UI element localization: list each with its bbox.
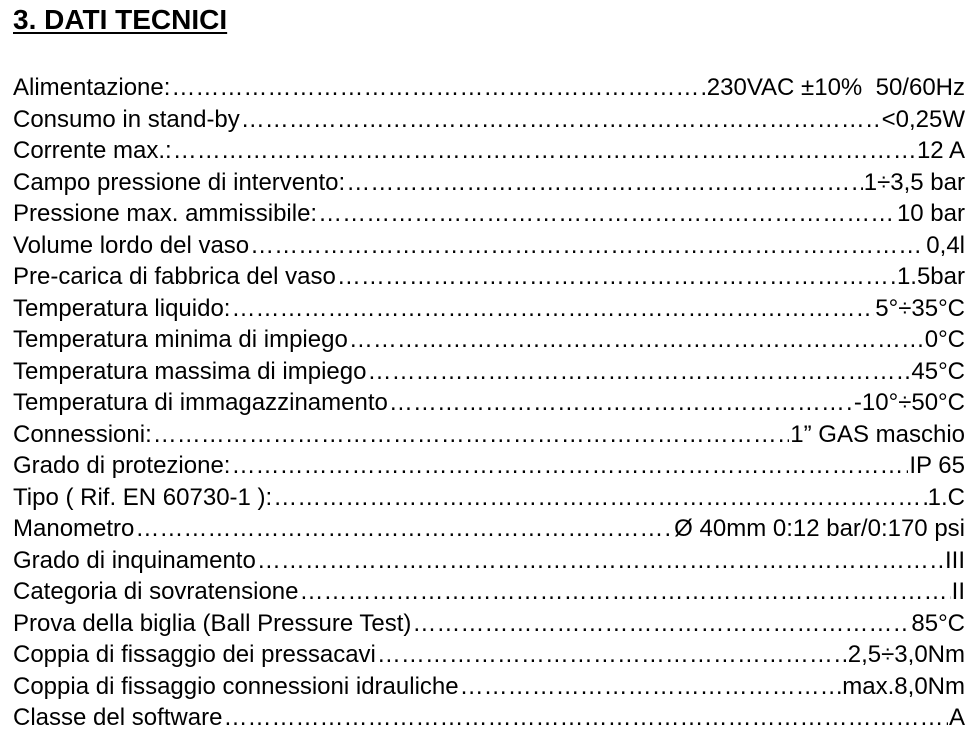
dot-leader xyxy=(231,450,908,482)
spec-label: Tipo ( Rif. EN 60730-1 ): xyxy=(13,483,273,511)
dot-leader xyxy=(337,261,896,293)
spec-value: IP 65 xyxy=(909,452,965,479)
spec-value: 230VAC ±10% 50/60Hz xyxy=(706,74,965,101)
dot-leader xyxy=(153,419,790,451)
dot-leader xyxy=(231,293,874,325)
dot-leader xyxy=(257,545,944,577)
dot-leader xyxy=(173,135,916,167)
dot-leader xyxy=(241,104,881,136)
spec-label: Volume lordo del vaso xyxy=(13,231,250,259)
dot-leader xyxy=(349,324,924,356)
spec-row-cable-gland-torque xyxy=(13,639,965,671)
spec-value: II xyxy=(951,578,965,605)
dot-leader xyxy=(377,639,847,671)
spec-label: Categoria di sovratensione xyxy=(13,578,299,605)
spec-label: Temperatura massima di impiego xyxy=(13,357,367,385)
spec-value: 12 A xyxy=(916,137,965,164)
spec-row-liquid-temperature xyxy=(13,293,965,325)
spec-value: 0,4l xyxy=(926,231,965,259)
spec-value: 2,5÷3,0Nm xyxy=(847,641,965,668)
spec-row-max-pressure xyxy=(13,198,965,230)
spec-label: Temperatura minima di impiego xyxy=(13,326,348,353)
spec-label: Grado di protezione: xyxy=(13,452,231,479)
dot-leader xyxy=(318,198,896,230)
spec-row-connections xyxy=(13,419,965,451)
spec-label: Coppia di fissaggio connessioni idrauliche xyxy=(13,672,459,700)
dot-leader xyxy=(460,671,842,703)
spec-row-storage-temperature xyxy=(13,387,965,419)
spec-row-vessel-volume xyxy=(13,230,965,262)
dot-leader xyxy=(273,482,926,514)
dot-leader xyxy=(367,356,910,388)
spec-label: Connessioni: xyxy=(13,420,152,448)
spec-label: Temperatura di immagazzinamento xyxy=(13,389,388,416)
spec-label: Coppia di fissaggio dei pressacavi xyxy=(13,641,376,668)
spec-label: Manometro xyxy=(13,515,135,542)
spec-row-overvoltage-category xyxy=(13,576,965,608)
dot-leader xyxy=(171,72,705,104)
dot-leader xyxy=(223,702,948,734)
spec-label: Consumo in stand-by xyxy=(13,105,240,133)
spec-value: 1.5bar xyxy=(896,263,965,290)
dot-leader xyxy=(346,167,863,199)
spec-row-vessel-precharge xyxy=(13,261,965,293)
technical-data-list xyxy=(13,72,965,734)
dot-leader xyxy=(135,513,673,545)
spec-row-software-class xyxy=(13,702,965,734)
spec-label: Prova della biglia (Ball Pressure Test) xyxy=(13,609,412,637)
dot-leader xyxy=(250,230,925,262)
dot-leader xyxy=(300,576,951,608)
spec-label: Corrente max.: xyxy=(13,137,172,164)
section-title: 3. DATI TECNICI xyxy=(13,4,228,35)
spec-row-min-temperature xyxy=(13,324,965,356)
spec-value: 1” GAS maschio xyxy=(790,420,965,448)
spec-value: III xyxy=(944,546,965,574)
dot-leader xyxy=(389,387,853,419)
spec-value: 1÷3,5 bar xyxy=(863,168,965,196)
spec-row-hydraulic-torque xyxy=(13,671,965,703)
spec-label: Pressione max. ammissibile: xyxy=(13,200,318,227)
spec-value: 5°÷35°C xyxy=(875,294,965,322)
spec-row-pollution-degree xyxy=(13,545,965,577)
spec-row-pressure-gauge xyxy=(13,513,965,545)
spec-label: Classe del software xyxy=(13,704,223,731)
dot-leader xyxy=(412,608,910,640)
spec-value: 45°C xyxy=(911,357,965,385)
spec-row-standby-consumption xyxy=(13,104,965,136)
spec-row-max-current xyxy=(13,135,965,167)
spec-label: Grado di inquinamento xyxy=(13,546,256,574)
spec-row-protection-degree xyxy=(13,450,965,482)
spec-value: <0,25W xyxy=(881,105,965,133)
spec-value: A xyxy=(948,704,965,731)
spec-value: 0°C xyxy=(924,326,965,353)
spec-row-power-supply xyxy=(13,72,965,104)
spec-row-pressure-range xyxy=(13,167,965,199)
spec-value: max.8,0Nm xyxy=(842,672,965,700)
spec-row-type xyxy=(13,482,965,514)
spec-row-ball-pressure-test xyxy=(13,608,965,640)
spec-value: Ø 40mm 0:12 bar/0:170 psi xyxy=(674,515,965,542)
spec-label: Alimentazione: xyxy=(13,74,171,101)
spec-value: 1.C xyxy=(927,483,965,511)
spec-value: 85°C xyxy=(911,609,965,637)
spec-value: -10°÷50°C xyxy=(853,389,965,416)
spec-value: 10 bar xyxy=(896,200,965,227)
spec-label: Campo pressione di intervento: xyxy=(13,168,346,196)
spec-row-max-temperature xyxy=(13,356,965,388)
spec-label: Temperatura liquido: xyxy=(13,294,231,322)
spec-label: Pre-carica di fabbrica del vaso xyxy=(13,263,336,290)
